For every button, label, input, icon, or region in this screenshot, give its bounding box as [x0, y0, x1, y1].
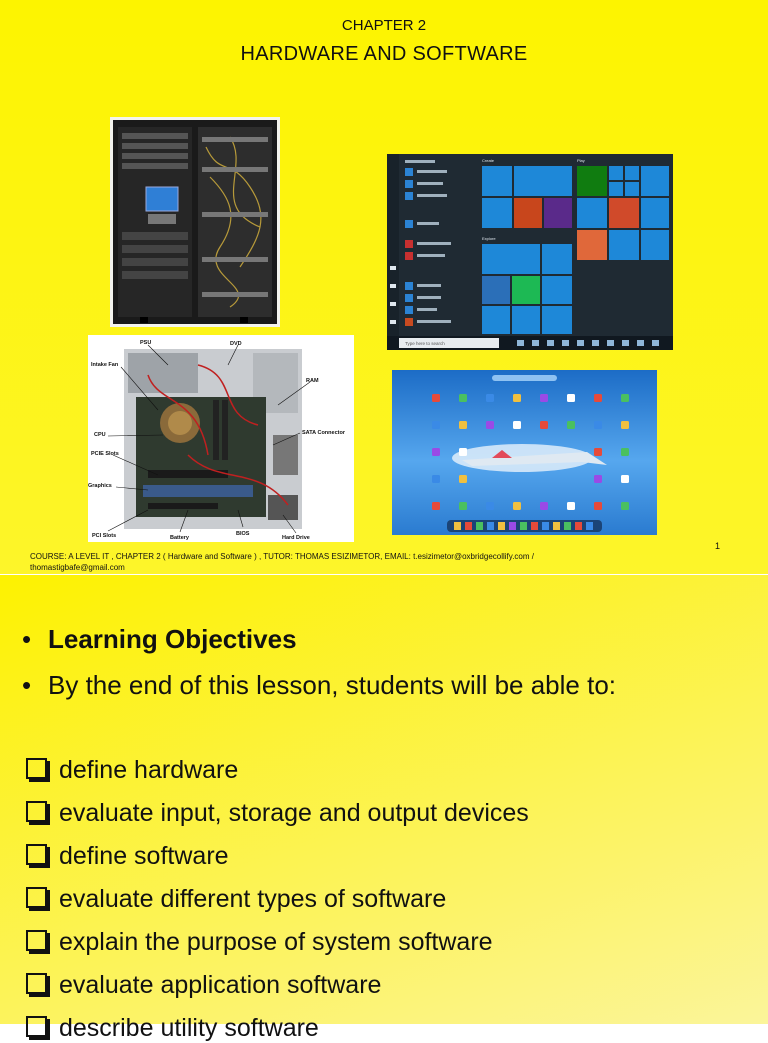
desktop-app-icon — [621, 421, 629, 429]
desktop-app-icon — [513, 394, 521, 402]
desktop-app-icon — [486, 502, 494, 510]
label-psu: PSU — [140, 340, 152, 346]
intro-bullet — [22, 669, 616, 701]
start-menu-image — [387, 154, 673, 350]
desktop-app-icon — [540, 421, 548, 429]
desktop-app-icon — [486, 394, 494, 402]
taskbar-search-input: Type here to search — [405, 341, 445, 346]
page-number: 1 — [715, 541, 721, 551]
bullet-dot: • — [22, 624, 32, 654]
objective-text: explain the purpose of system software — [59, 928, 493, 956]
objective-item — [26, 970, 381, 1000]
desktop-app-icon — [459, 502, 467, 510]
objective-text: describe utility software — [59, 1014, 319, 1042]
objective-item — [26, 755, 238, 785]
desktop-app-icon — [621, 475, 629, 483]
checkbox-icon — [26, 844, 47, 865]
objective-item — [26, 841, 229, 871]
slide-2 — [0, 575, 768, 1042]
desktop-app-icon — [459, 448, 467, 456]
desktop-app-icon — [432, 394, 440, 402]
objective-text: define hardware — [59, 756, 239, 784]
desktop-app-icon — [594, 502, 602, 510]
label-pci: PCI Slots — [92, 533, 117, 539]
label-hard-drive: Hard Drive — [282, 535, 310, 541]
start-section-play: Play — [577, 158, 585, 163]
desktop-screenshot-image — [392, 370, 657, 535]
desktop-app-icon — [621, 448, 629, 456]
desktop-app-icon — [459, 394, 467, 402]
start-section-create: Create — [482, 158, 495, 163]
checkbox-icon — [26, 1016, 47, 1037]
label-ram: RAM — [306, 378, 319, 384]
desktop-app-icon — [432, 448, 440, 456]
desktop-app-icon — [594, 475, 602, 483]
desktop-app-icon — [567, 421, 575, 429]
objective-text: evaluate input, storage and output devices — [59, 799, 529, 827]
desktop-app-icon — [459, 475, 467, 483]
objective-text: evaluate different types of software — [59, 885, 447, 913]
objective-item — [26, 884, 446, 914]
label-pcie: PCIE Slots — [91, 451, 119, 457]
desktop-app-icon — [486, 421, 494, 429]
label-dvd: DVD — [230, 341, 242, 347]
checkbox-icon — [26, 930, 47, 951]
desktop-app-icon — [540, 502, 548, 510]
label-bios: BIOS — [236, 531, 250, 537]
heading-bullet — [22, 623, 297, 655]
label-graphics: Graphics — [88, 483, 112, 489]
desktop-app-icon — [459, 421, 467, 429]
label-sata: SATA Connector — [302, 430, 345, 436]
desktop-app-icon — [567, 394, 575, 402]
objective-item — [26, 927, 493, 957]
slide-footer: COURSE: A LEVEL IT , CHAPTER 2 ( Hardware and Software ) , TUTOR: THOMAS ESIZIMETOR, EMAIL: t.esizimetor@oxbridgecollify.com / thomastigbafe@gmail.com — [30, 552, 534, 572]
desktop-app-icon — [540, 394, 548, 402]
objective-item — [26, 1013, 319, 1043]
objective-item — [26, 798, 529, 828]
desktop-app-icon — [621, 502, 629, 510]
server-rack-image — [110, 117, 280, 327]
checkbox-icon — [26, 801, 47, 822]
desktop-app-icon — [567, 502, 575, 510]
desktop-app-icon — [513, 421, 521, 429]
objective-text: evaluate application software — [59, 971, 382, 999]
desktop-app-icon — [432, 502, 440, 510]
desktop-app-icon — [513, 502, 521, 510]
label-intake-fan: Intake Fan — [91, 362, 119, 368]
checkbox-icon — [26, 887, 47, 908]
start-section-explore: Explore — [482, 236, 496, 241]
label-cpu: CPU — [94, 432, 106, 438]
slide-title: HARDWARE AND SOFTWARE — [240, 43, 528, 65]
desktop-app-icon — [432, 421, 440, 429]
desktop-app-icon — [621, 394, 629, 402]
desktop-app-icon — [594, 448, 602, 456]
label-battery: Battery — [170, 535, 189, 541]
checkbox-icon — [26, 758, 47, 779]
checkbox-icon — [26, 973, 47, 994]
desktop-app-icon — [594, 394, 602, 402]
objective-text: define software — [59, 842, 229, 870]
learning-objectives-heading: Learning Objectives — [48, 624, 297, 654]
pc-internals-image — [88, 335, 354, 542]
desktop-app-icon — [432, 475, 440, 483]
intro-text: By the end of this lesson, students will be able to: — [48, 670, 617, 700]
chapter-label: CHAPTER 2 — [341, 17, 427, 34]
bullet-dot: • — [22, 670, 32, 700]
desktop-app-icon — [594, 421, 602, 429]
